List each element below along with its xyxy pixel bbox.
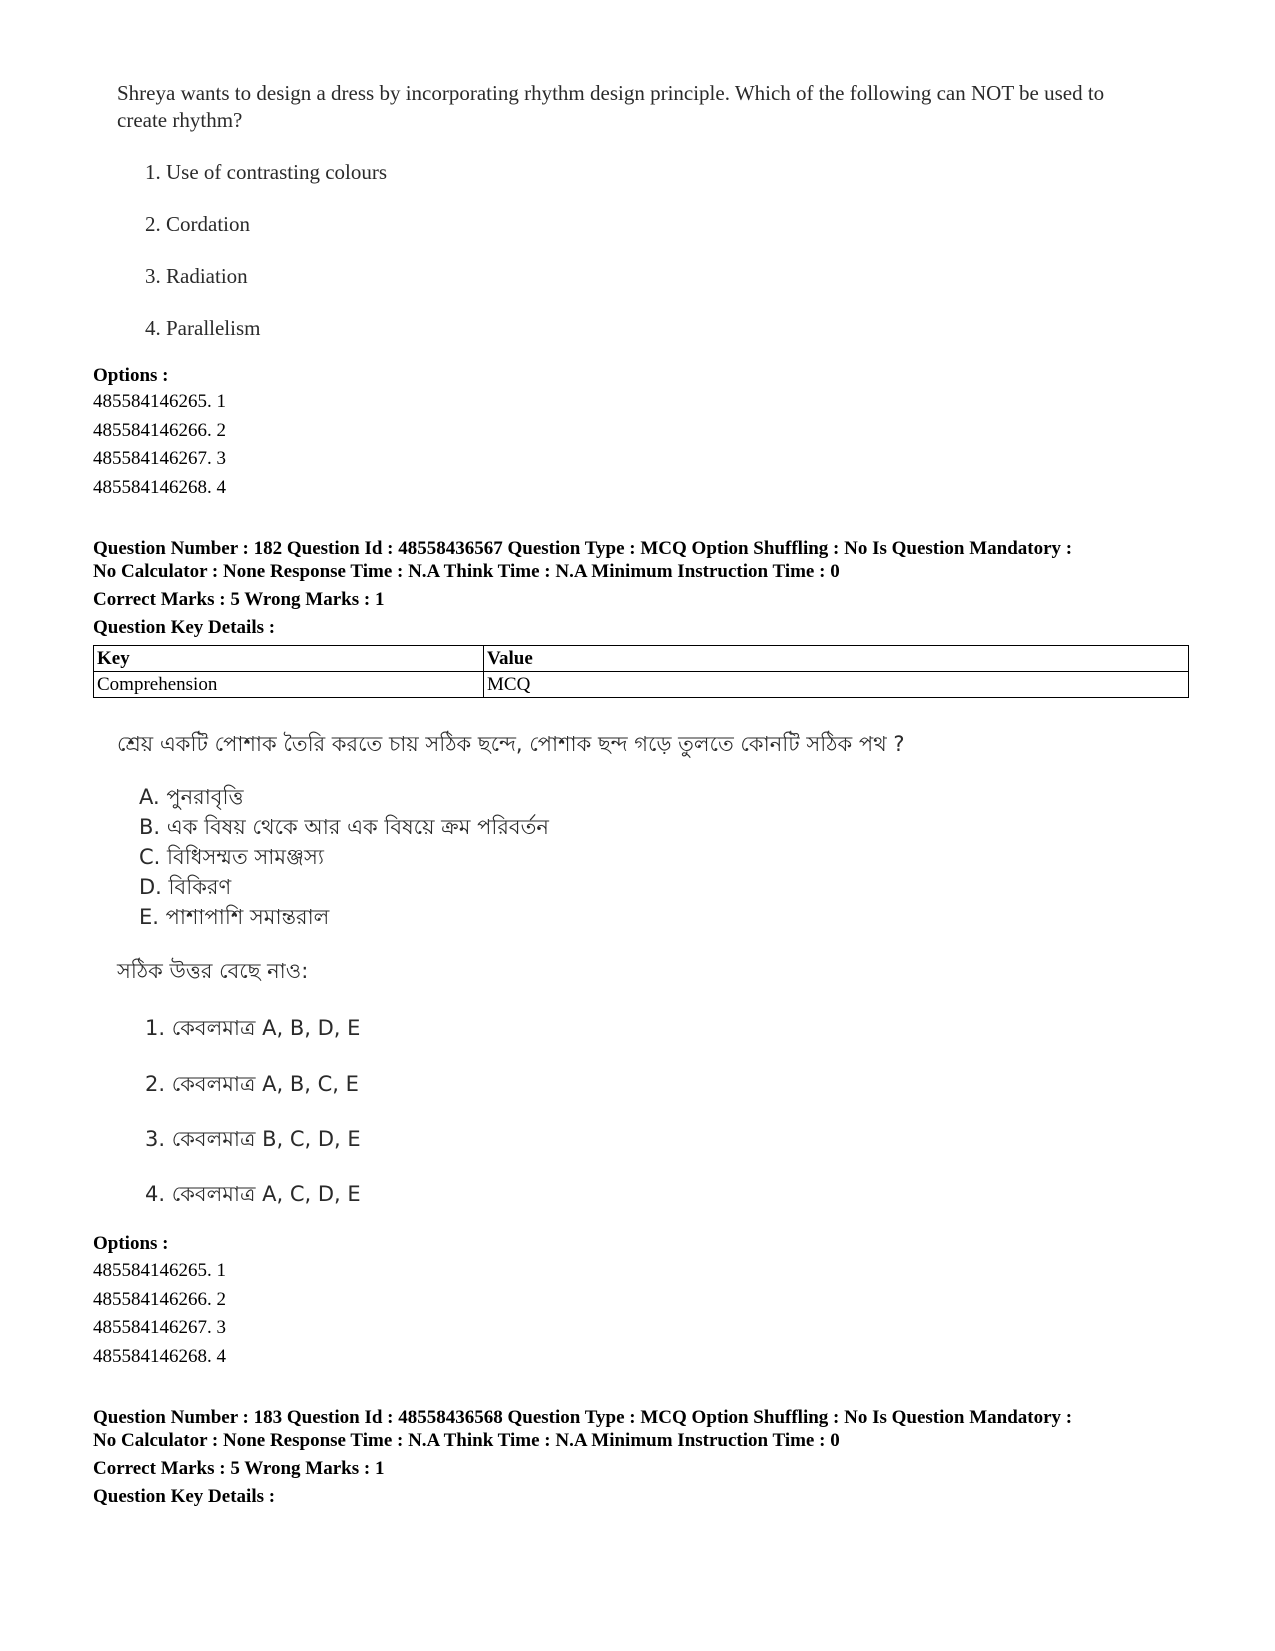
q182-choice-3: 3. কেবলমাত্র B, C, D, E [145,1127,361,1151]
q182-statement: D. বিকিরণ [139,875,232,899]
q182-option-id: 485584146265. 1 [93,1260,226,1281]
table-header-key: Key [94,646,484,672]
q182-options-heading: Options : [93,1233,169,1254]
q183-marks: Correct Marks : 5 Wrong Marks : 1 [93,1458,385,1479]
q182-choice-2: 2. কেবলমাত্র A, B, C, E [145,1072,359,1096]
q181-question-stem: Shreya wants to design a dress by incorporating rhythm design principle. Which of the following can NOT be used to create rhythm? [117,81,1105,132]
q181-option-1: 1. Use of contrasting colours [145,160,388,184]
q183-meta-line1: Question Number : 183 Question Id : 48558436568 Question Type : MCQ Option Shuffling : No Is Question Mandatory : [93,1407,1073,1428]
q182-key-details-table [93,645,1189,698]
q181-option-id: 485584146265. 1 [93,391,226,412]
q182-statement-list [139,782,549,932]
q183-key-details-heading: Question Key Details : [93,1486,276,1507]
q182-statement: C. বিধিসম্মত সামঞ্জস্য [139,845,324,869]
table-header-row [94,646,1189,672]
q182-prompt: সঠিক উত্তর বেছে নাও: [117,959,309,983]
q181-options-list [93,388,226,502]
q182-options-list [93,1257,226,1371]
q181-option-4: 4. Parallelism [145,316,261,340]
q181-option-id: 485584146266. 2 [93,419,226,441]
table-cell-value: MCQ [484,672,1189,698]
q181-option-3: 3. Radiation [145,264,248,288]
q182-meta-line2: No Calculator : None Response Time : N.A Think Time : N.A Minimum Instruction Time : 0 [93,561,840,582]
q182-statement: A. পুনরাবৃত্তি [139,785,244,809]
q181-options-heading: Options : [93,365,169,386]
q182-question-stem: শ্রেয় একটি পোশাক তৈরি করতে চায় সঠিক ছন্দে, পোশাক ছন্দ গড়ে তুলতে কোনটি সঠিক পথ ? [117,732,905,756]
q182-statement: E. পাশাপাশি সমান্তরাল [139,905,330,929]
q182-option-id: 485584146266. 2 [93,1288,226,1310]
q182-marks: Correct Marks : 5 Wrong Marks : 1 [93,589,385,610]
q182-choice-4: 4. কেবলমাত্র A, C, D, E [145,1182,361,1206]
q181-option-id: 485584146268. 4 [93,476,226,498]
q182-statement: B. এক বিষয় থেকে আর এক বিষয়ে ক্রম পরিবর্তন [139,815,549,839]
table-cell-key: Comprehension [94,672,484,698]
q182-choice-1: 1. কেবলমাত্র A, B, D, E [145,1016,361,1040]
q182-option-id: 485584146268. 4 [93,1345,226,1367]
q181-option-id: 485584146267. 3 [93,448,226,469]
table-header-value: Value [484,646,1189,672]
q181-option-2: 2. Cordation [145,212,250,236]
q181-question-image [117,80,1137,134]
q182-meta-line1: Question Number : 182 Question Id : 48558436567 Question Type : MCQ Option Shuffling : No Is Question Mandatory : [93,538,1073,559]
q183-meta-line2: No Calculator : None Response Time : N.A Think Time : N.A Minimum Instruction Time : 0 [93,1430,840,1451]
q182-key-details-heading: Question Key Details : [93,617,276,638]
table-row [94,672,1189,698]
q182-option-id: 485584146267. 3 [93,1317,226,1338]
